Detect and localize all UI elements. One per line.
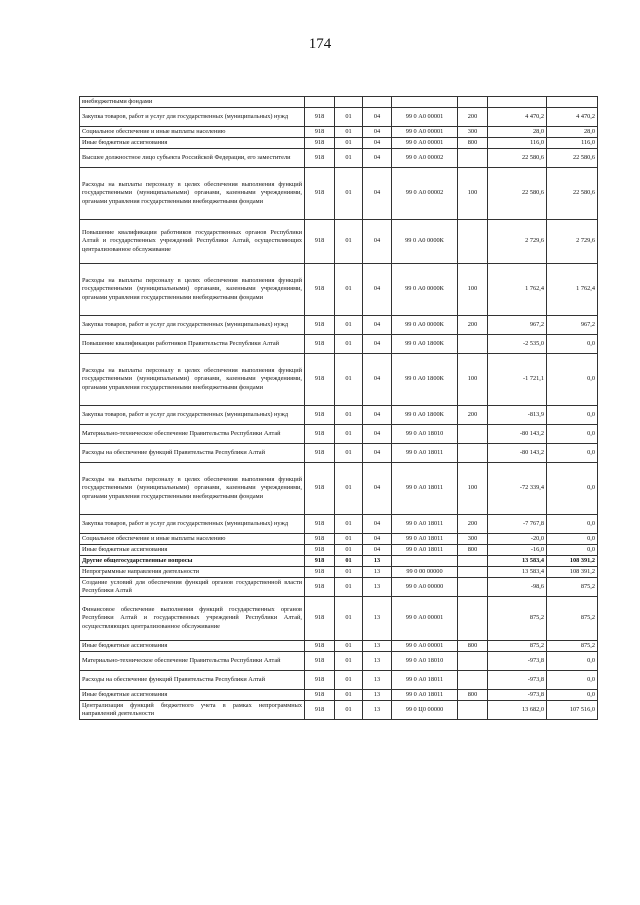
row-name: Закупка товаров, работ и услуг для государственных (муниципальных) нужд [80, 316, 305, 335]
amount-change: 2 729,6 [488, 220, 547, 264]
amount-total: 0,0 [547, 335, 598, 354]
subsection-code: 13 [363, 578, 392, 597]
target-article-code: 99 0 00 00000 [392, 567, 458, 578]
section-code: 01 [335, 597, 363, 641]
target-article-code: 99 0 А0 0000К [392, 264, 458, 316]
table-row [80, 597, 598, 641]
amount-change: -973,8 [488, 671, 547, 690]
amount-change: 22 580,6 [488, 168, 547, 220]
ved-code: 918 [305, 567, 335, 578]
expense-type-code: 100 [458, 354, 488, 406]
section-code: 01 [335, 149, 363, 168]
subsection-code: 04 [363, 108, 392, 127]
amount-total: 4 470,2 [547, 108, 598, 127]
table-row [80, 578, 598, 597]
row-name: Высшее должностное лицо субъекта Российской Федерации, его заместители [80, 149, 305, 168]
row-name: Централизация функций бюджетного учета в рамках непрограммных направлений деятельности [80, 701, 305, 720]
ved-code: 918 [305, 671, 335, 690]
section-code: 01 [335, 567, 363, 578]
subsection-code: 04 [363, 335, 392, 354]
amount-change: -72 339,4 [488, 463, 547, 515]
subsection-code: 13 [363, 597, 392, 641]
section-code: 01 [335, 578, 363, 597]
amount-total: 967,2 [547, 316, 598, 335]
amount-total: 22 580,6 [547, 149, 598, 168]
ved-code: 918 [305, 444, 335, 463]
row-name: внебюджетными фондами [80, 97, 305, 108]
table-row [80, 534, 598, 545]
ved-code: 918 [305, 515, 335, 534]
target-article-code: 99 0 А0 18011 [392, 545, 458, 556]
target-article-code [392, 556, 458, 567]
subsection-code: 04 [363, 138, 392, 149]
target-article-code: 99 0 А0 00001 [392, 127, 458, 138]
row-name: Расходы на выплаты персоналу в целях обеспечения выполнения функций государственными (муниципальными) органами, казенными учреждениями, органами управления государственными внебюджетными фондами [80, 264, 305, 316]
target-article-code: 99 0 Ц0 00000 [392, 701, 458, 720]
expense-type-code [458, 335, 488, 354]
subsection-code: 04 [363, 425, 392, 444]
subsection-code: 13 [363, 556, 392, 567]
table-row [80, 690, 598, 701]
amount-change: 1 762,4 [488, 264, 547, 316]
amount-change: -16,0 [488, 545, 547, 556]
row-name: Закупка товаров, работ и услуг для государственных (муниципальных) нужд [80, 515, 305, 534]
amount-change: -2 535,0 [488, 335, 547, 354]
ved-code [305, 97, 335, 108]
amount-total: 0,0 [547, 545, 598, 556]
amount-total: 0,0 [547, 690, 598, 701]
section-code: 01 [335, 545, 363, 556]
subsection-code: 04 [363, 444, 392, 463]
amount-total: 1 762,4 [547, 264, 598, 316]
amount-total: 0,0 [547, 652, 598, 671]
row-name: Непрограммные направления деятельности [80, 567, 305, 578]
ved-code: 918 [305, 138, 335, 149]
amount-total: 875,2 [547, 578, 598, 597]
amount-change: -973,8 [488, 690, 547, 701]
ved-code: 918 [305, 316, 335, 335]
subsection-code: 04 [363, 220, 392, 264]
subsection-code: 04 [363, 127, 392, 138]
row-name: Закупка товаров, работ и услуг для государственных (муниципальных) нужд [80, 108, 305, 127]
section-code: 01 [335, 406, 363, 425]
target-article-code: 99 0 А0 18011 [392, 463, 458, 515]
subsection-code [363, 97, 392, 108]
ved-code: 918 [305, 168, 335, 220]
subsection-code: 04 [363, 534, 392, 545]
target-article-code: 99 0 А0 1800К [392, 335, 458, 354]
subsection-code: 13 [363, 641, 392, 652]
subsection-code: 04 [363, 515, 392, 534]
expense-type-code [458, 444, 488, 463]
section-code: 01 [335, 641, 363, 652]
ved-code: 918 [305, 556, 335, 567]
target-article-code: 99 0 А0 00001 [392, 597, 458, 641]
row-name: Иные бюджетные ассигнования [80, 690, 305, 701]
row-name: Создание условий для обеспечения функций органов государственной власти Республики Алтай [80, 578, 305, 597]
row-name: Расходы на выплаты персоналу в целях обеспечения выполнения функций государственными (муниципальными) органами, казенными учреждениями, органами управления государственными внебюджетными фондами [80, 354, 305, 406]
subsection-code: 04 [363, 545, 392, 556]
target-article-code: 99 0 А0 00001 [392, 641, 458, 652]
ved-code: 918 [305, 578, 335, 597]
expense-type-code: 200 [458, 515, 488, 534]
expense-type-code [458, 597, 488, 641]
section-code: 01 [335, 316, 363, 335]
expense-type-code: 100 [458, 168, 488, 220]
ved-code: 918 [305, 127, 335, 138]
amount-total [547, 97, 598, 108]
table-row [80, 406, 598, 425]
amount-total: 0,0 [547, 515, 598, 534]
expense-type-code: 300 [458, 127, 488, 138]
section-code: 01 [335, 534, 363, 545]
ved-code: 918 [305, 701, 335, 720]
subsection-code: 04 [363, 316, 392, 335]
subsection-code: 04 [363, 406, 392, 425]
subsection-code: 04 [363, 354, 392, 406]
expense-type-code: 800 [458, 545, 488, 556]
ved-code: 918 [305, 149, 335, 168]
amount-change: 13 583,4 [488, 556, 547, 567]
target-article-code: 99 0 А0 0000К [392, 220, 458, 264]
section-code: 01 [335, 690, 363, 701]
expense-type-code: 300 [458, 534, 488, 545]
section-code: 01 [335, 127, 363, 138]
target-article-code: 99 0 А0 1800К [392, 354, 458, 406]
table-row [80, 354, 598, 406]
section-code: 01 [335, 138, 363, 149]
amount-total: 0,0 [547, 354, 598, 406]
ved-code: 918 [305, 690, 335, 701]
ved-code: 918 [305, 425, 335, 444]
table-row [80, 545, 598, 556]
ved-code: 918 [305, 597, 335, 641]
amount-total: 2 729,6 [547, 220, 598, 264]
row-name: Закупка товаров, работ и услуг для государственных (муниципальных) нужд [80, 406, 305, 425]
subsection-code: 13 [363, 690, 392, 701]
amount-change: -7 767,8 [488, 515, 547, 534]
row-name: Иные бюджетные ассигнования [80, 641, 305, 652]
table-row [80, 149, 598, 168]
ved-code: 918 [305, 534, 335, 545]
row-name: Материально-техническое обеспечение Правительства Республики Алтай [80, 425, 305, 444]
table-row [80, 652, 598, 671]
row-name: Иные бюджетные ассигнования [80, 138, 305, 149]
table-row [80, 264, 598, 316]
section-code: 01 [335, 671, 363, 690]
amount-total: 0,0 [547, 444, 598, 463]
row-name: Повышение квалификации работников Правительства Республики Алтай [80, 335, 305, 354]
section-code: 01 [335, 108, 363, 127]
amount-total: 875,2 [547, 641, 598, 652]
row-name: Расходы на обеспечение функций Правительства Республики Алтай [80, 444, 305, 463]
expense-type-code [458, 97, 488, 108]
target-article-code: 99 0 А0 00000 [392, 578, 458, 597]
amount-change: 967,2 [488, 316, 547, 335]
amount-total: 0,0 [547, 671, 598, 690]
expense-type-code: 200 [458, 108, 488, 127]
table-row [80, 108, 598, 127]
amount-change: -1 721,1 [488, 354, 547, 406]
table-row [80, 220, 598, 264]
target-article-code: 99 0 А0 18010 [392, 425, 458, 444]
target-article-code: 99 0 А0 18011 [392, 444, 458, 463]
expense-type-code [458, 578, 488, 597]
target-article-code: 99 0 А0 0000К [392, 316, 458, 335]
subsection-code: 13 [363, 701, 392, 720]
amount-total: 0,0 [547, 463, 598, 515]
subsection-code: 04 [363, 264, 392, 316]
amount-total: 0,0 [547, 534, 598, 545]
ved-code: 918 [305, 354, 335, 406]
target-article-code: 99 0 А0 00002 [392, 149, 458, 168]
amount-total: 108 391,2 [547, 556, 598, 567]
row-name: Расходы на выплаты персоналу в целях обеспечения выполнения функций государственными (муниципальными) органами, казенными учреждениями, органами управления государственными внебюджетными фондами [80, 463, 305, 515]
target-article-code: 99 0 А0 1800К [392, 406, 458, 425]
section-code: 01 [335, 425, 363, 444]
amount-change: 875,2 [488, 597, 547, 641]
ved-code: 918 [305, 545, 335, 556]
amount-change: 4 470,2 [488, 108, 547, 127]
target-article-code: 99 0 А0 18011 [392, 534, 458, 545]
expense-type-code: 800 [458, 641, 488, 652]
target-article-code: 99 0 А0 18010 [392, 652, 458, 671]
table-row [80, 671, 598, 690]
amount-change: 875,2 [488, 641, 547, 652]
expense-type-code: 800 [458, 138, 488, 149]
expense-type-code: 800 [458, 690, 488, 701]
budget-table [79, 96, 598, 720]
ved-code: 918 [305, 406, 335, 425]
target-article-code [392, 97, 458, 108]
subsection-code: 04 [363, 149, 392, 168]
section-code: 01 [335, 652, 363, 671]
amount-total: 0,0 [547, 406, 598, 425]
target-article-code: 99 0 А0 18011 [392, 671, 458, 690]
amount-change: 13 583,4 [488, 567, 547, 578]
amount-change: -813,9 [488, 406, 547, 425]
expense-type-code [458, 652, 488, 671]
amount-total: 116,0 [547, 138, 598, 149]
expense-type-code [458, 425, 488, 444]
ved-code: 918 [305, 108, 335, 127]
row-name: Расходы на выплаты персоналу в целях обеспечения выполнения функций государственными (муниципальными) органами, казенными учреждениями, органами управления государственными внебюджетными фондами [80, 168, 305, 220]
row-name: Социальное обеспечение и иные выплаты населению [80, 534, 305, 545]
expense-type-code [458, 220, 488, 264]
page-number: 174 [308, 36, 332, 52]
section-code [335, 97, 363, 108]
row-name: Повышение квалификации работников государственных органов Республики Алтай и государственных учреждений Республики Алтай, осуществляющих централизованное обслуживание [80, 220, 305, 264]
table-row [80, 701, 598, 720]
subsection-code: 13 [363, 652, 392, 671]
amount-change: 13 682,0 [488, 701, 547, 720]
subsection-code: 13 [363, 671, 392, 690]
section-code: 01 [335, 463, 363, 515]
expense-type-code: 100 [458, 463, 488, 515]
ved-code: 918 [305, 641, 335, 652]
section-code: 01 [335, 335, 363, 354]
section-code: 01 [335, 264, 363, 316]
ved-code: 918 [305, 264, 335, 316]
table-row [80, 316, 598, 335]
subsection-code: 13 [363, 567, 392, 578]
table-row [80, 138, 598, 149]
amount-change: -20,0 [488, 534, 547, 545]
target-article-code: 99 0 А0 18011 [392, 690, 458, 701]
expense-type-code: 100 [458, 264, 488, 316]
row-name: Другие общегосударственные вопросы [80, 556, 305, 567]
budget-table-body [80, 97, 598, 720]
section-code: 01 [335, 220, 363, 264]
ved-code: 918 [305, 652, 335, 671]
amount-change: 28,0 [488, 127, 547, 138]
table-row [80, 556, 598, 567]
ved-code: 918 [305, 463, 335, 515]
expense-type-code [458, 567, 488, 578]
table-row [80, 567, 598, 578]
amount-change: -80 143,2 [488, 425, 547, 444]
subsection-code: 04 [363, 463, 392, 515]
amount-total: 0,0 [547, 425, 598, 444]
target-article-code: 99 0 А0 00001 [392, 138, 458, 149]
target-article-code: 99 0 А0 00001 [392, 108, 458, 127]
amount-total: 875,2 [547, 597, 598, 641]
section-code: 01 [335, 354, 363, 406]
table-row [80, 168, 598, 220]
row-name: Материально-техническое обеспечение Правительства Республики Алтай [80, 652, 305, 671]
amount-total: 22 580,6 [547, 168, 598, 220]
table-row [80, 444, 598, 463]
expense-type-code: 200 [458, 406, 488, 425]
table-row [80, 97, 598, 108]
table-row [80, 515, 598, 534]
row-name: Финансовое обеспечение выполнения функций государственных органов Республики Алтай и государственных учреждений Республики Алтай, осуществляющих централизованное обслуживание [80, 597, 305, 641]
row-name: Социальное обеспечение и иные выплаты населению [80, 127, 305, 138]
table-row [80, 335, 598, 354]
amount-total: 107 516,0 [547, 701, 598, 720]
section-code: 01 [335, 168, 363, 220]
section-code: 01 [335, 556, 363, 567]
amount-change: -98,6 [488, 578, 547, 597]
section-code: 01 [335, 444, 363, 463]
amount-change [488, 97, 547, 108]
table-row [80, 127, 598, 138]
amount-change: 22 580,6 [488, 149, 547, 168]
expense-type-code [458, 556, 488, 567]
table-row [80, 463, 598, 515]
amount-change: 116,0 [488, 138, 547, 149]
expense-type-code [458, 149, 488, 168]
expense-type-code: 200 [458, 316, 488, 335]
amount-change: -80 143,2 [488, 444, 547, 463]
target-article-code: 99 0 А0 00002 [392, 168, 458, 220]
amount-change: -973,8 [488, 652, 547, 671]
row-name: Иные бюджетные ассигнования [80, 545, 305, 556]
row-name: Расходы на обеспечение функций Правительства Республики Алтай [80, 671, 305, 690]
amount-total: 28,0 [547, 127, 598, 138]
ved-code: 918 [305, 335, 335, 354]
section-code: 01 [335, 515, 363, 534]
expense-type-code [458, 701, 488, 720]
table-row [80, 425, 598, 444]
amount-total: 108 391,2 [547, 567, 598, 578]
target-article-code: 99 0 А0 18011 [392, 515, 458, 534]
ved-code: 918 [305, 220, 335, 264]
expense-type-code [458, 671, 488, 690]
table-row [80, 641, 598, 652]
subsection-code: 04 [363, 168, 392, 220]
section-code: 01 [335, 701, 363, 720]
